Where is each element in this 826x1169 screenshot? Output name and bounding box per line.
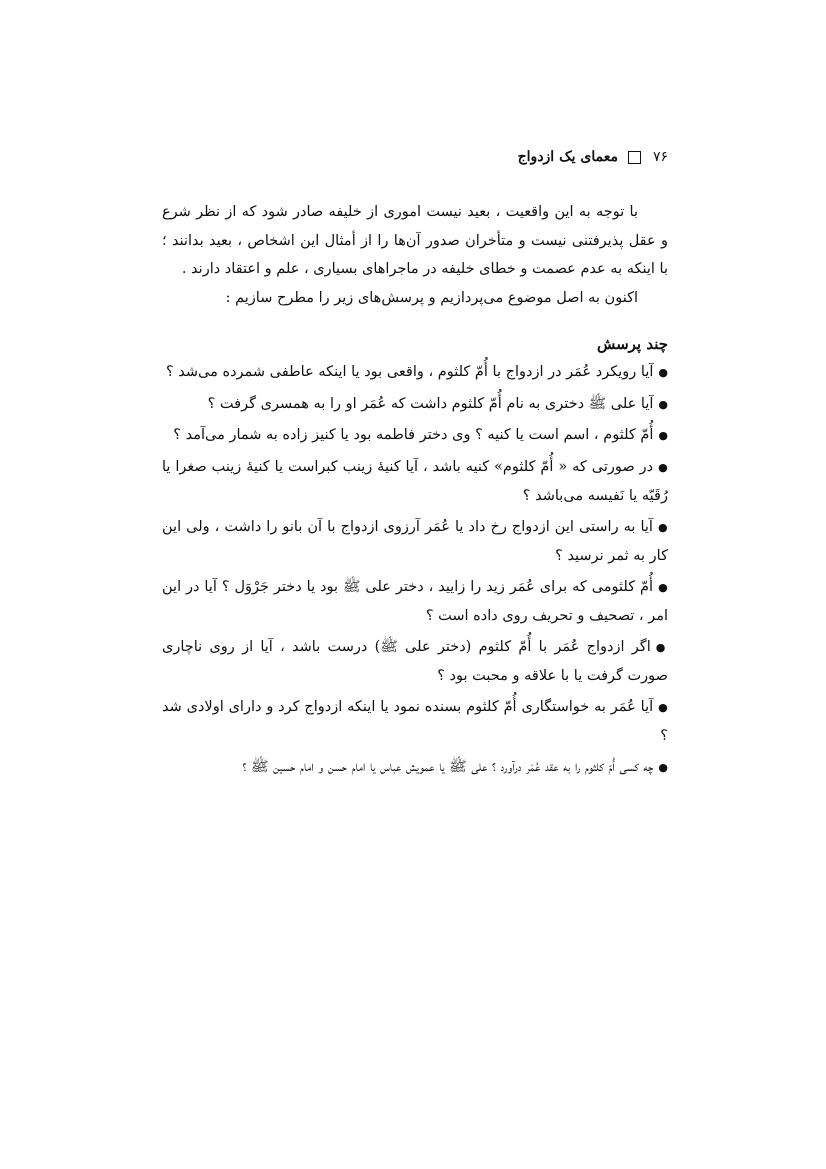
question-item [162,513,668,571]
bullet-icon: ● [658,580,668,594]
question-item [162,573,668,631]
question-text: آیا عُمَر به خواستگاری أُمّ کلثوم بسنده نمود یا اینکه ازدواج کرد و دارای اولادی شد ؟ [162,698,668,744]
bullet-icon: ● [658,700,668,714]
square-ornament-icon [628,151,641,164]
question-item [162,358,668,388]
question-text: چه کسی أُمّ کلثوم را به عقد عُمَر درآورد ؟ علی ﷺ یا عمویش عباس یا امام حسن و امام حسین ﷺ ؟ [242,758,654,775]
running-header [162,140,668,174]
intro-paragraph: با توجه به این واقعیت ، بعید نیست اموری از خلیفه صادر شود که از نظر شرع و عقل پذیرفتنی نیست و متأخران صدور آن‌ها را از أمثال این اشخاص ، بعید بدانند ؛ با اینکه به عدم عصمت و خطای خلیفه در ماجراهای بسیاری ، علم و اعتقاد دارند . [162,204,668,277]
question-text: آیا رویکرد عُمَر در ازدواج با أُمّ کلثوم ، واقعی بود یا اینکه عاطفی شمرده می‌شد ؟ [165,364,654,380]
bullet-icon: ● [658,760,668,774]
book-title: معمای یک ازدواج [517,149,618,165]
question-text: در صورتی که « أُمّ کلثوم» کنیه باشد ، آیا کنیهٔ زینب کبراست یا کنیهٔ زینب صغرا یا رُقَیّه یا نَفیسه می‌باشد ؟ [162,458,668,504]
bullet-icon: ● [658,397,668,411]
question-text: أُمّ کلثوم ، اسم است یا کنیه ؟ وی دختر فاطمه بود یا کنیز زاده به شمار می‌آمد ؟ [173,427,654,443]
question-list [162,358,668,782]
book-page [162,140,668,784]
question-item [162,453,668,511]
section-title: چند پرسش [596,335,668,353]
bullet-icon: ● [658,429,668,442]
question-text: آیا به راستی این ازدواج رخ داد یا عُمَر آرزوی ازدواج با آن بانو را داشت ، ولی این کار به ثمر نرسید ؟ [162,518,668,564]
question-item [162,693,668,751]
bullet-icon: ● [657,520,668,534]
question-item [162,390,668,420]
question-item [162,421,668,451]
bullet-icon: ● [658,366,668,379]
page-number: ۷۶ [652,149,668,165]
question-item [162,753,668,783]
question-item [162,633,668,691]
bullet-icon: ● [655,640,668,654]
bullet-icon: ● [658,460,668,474]
question-text: آیا علی ﷺ دختری به نام أُمّ کلثوم داشت که عُمَر او را به همسری گرفت ؟ [207,395,654,412]
question-text: أُمّ کلثومی که برای عُمَر زید را زایید ، دختر علی ﷺ بود یا دختر جَرْوَل ؟ آیا در این امر ، تصحیف و تحریف روی داده است ؟ [162,578,668,624]
question-text: اگر ازدواج عُمَر با أُمّ کلثوم (دختر علی ﷺ) درست باشد ، آیا از روی ناچاری صورت گرفت یا با علاقه و محبت بود ؟ [162,638,668,684]
transition-paragraph: اکنون به اصل موضوع می‌پردازیم و پرسش‌های زیر را مطرح سازیم : [225,289,638,306]
